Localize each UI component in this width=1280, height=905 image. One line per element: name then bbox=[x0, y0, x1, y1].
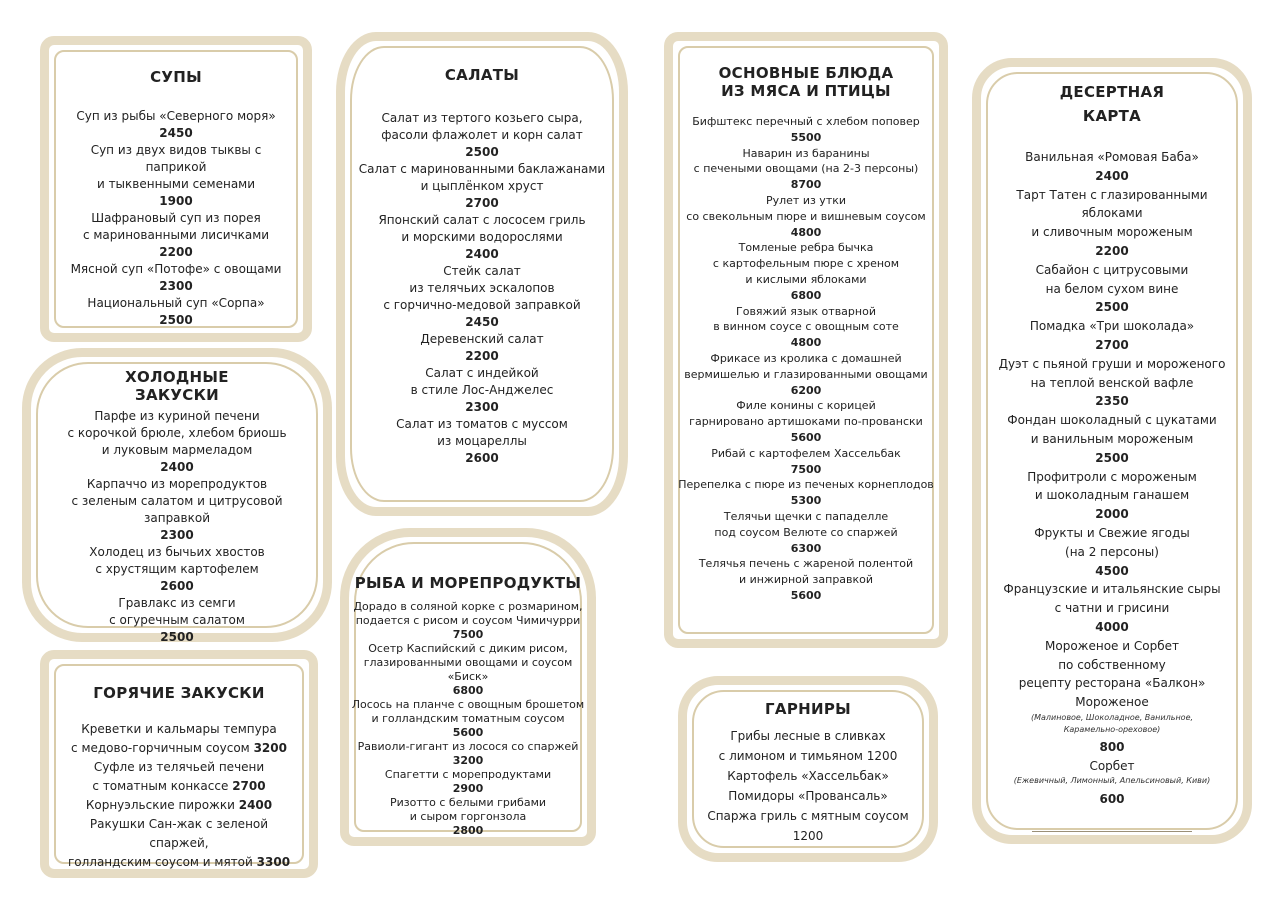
desserts-panel bbox=[972, 58, 1252, 844]
mains-item-0-price: 5500 bbox=[790, 130, 822, 144]
salads-title: САЛАТЫ bbox=[444, 66, 520, 84]
desserts-item-2-name2: на белом сухом вине bbox=[1045, 281, 1179, 296]
mains-item-1-price: 8700 bbox=[790, 178, 822, 192]
desserts-item-6-name: Профитроли с мороженым bbox=[1027, 469, 1197, 484]
icecream-note-2: Карамельно-ореховое) bbox=[1063, 725, 1161, 735]
desserts-title-1: ДЕСЕРТНАЯ bbox=[1059, 83, 1165, 101]
sides-line-2: с лимоном и тимьяном 1200 bbox=[718, 749, 898, 763]
cold-item-1-price: 2300 bbox=[160, 528, 194, 542]
salads-item-0-name2: фасоли флажолет и корн салат bbox=[381, 128, 583, 142]
fish-item-5-name2: и сыром горгонзола bbox=[409, 810, 527, 823]
mains-item-2-price: 4800 bbox=[790, 225, 822, 239]
fish-item-3-price: 3200 bbox=[452, 754, 484, 767]
desserts-item-0-price: 2400 bbox=[1095, 168, 1129, 183]
soups-item-1-name2: и тыквенными семенами bbox=[96, 177, 256, 191]
mains-item-3-name: Томленые ребра бычка bbox=[738, 241, 874, 255]
icecream-price: 800 bbox=[1099, 740, 1125, 755]
desserts-item-4-name: Дуэт с пьяной груши и мороженого bbox=[998, 356, 1226, 371]
mains-item-7-price: 7500 bbox=[790, 462, 822, 476]
fish-item-2-name: Лосось на планче с овощным брошетом bbox=[351, 698, 585, 711]
desserts-item-1-name2: и сливочным мороженым bbox=[1031, 225, 1193, 240]
hot-item-1-name: с медово-горчичным соусом bbox=[71, 741, 250, 755]
hot-content bbox=[60, 684, 298, 869]
soups-item-0-name: Суп из рыбы «Северного моря» bbox=[76, 109, 276, 123]
cold-list bbox=[42, 408, 312, 646]
hot-list bbox=[60, 720, 298, 872]
mains-item-9-price: 6300 bbox=[790, 541, 822, 555]
sides-price: 1200 bbox=[792, 829, 824, 843]
cold-item-1-name2: с зеленым салатом и цитрусовой заправкой bbox=[71, 494, 283, 525]
fish-item-3-name: Равиоли-гигант из лосося со спаржей bbox=[357, 740, 579, 753]
fish-item-2-price: 5600 bbox=[452, 726, 484, 739]
soups-item-4-price: 2500 bbox=[159, 313, 193, 327]
mains-title-2: ИЗ МЯСА И ПТИЦЫ bbox=[721, 82, 891, 100]
salads-item-0-price: 2500 bbox=[465, 145, 499, 159]
mains-item-4-price: 4800 bbox=[790, 336, 822, 350]
icecream-note-1: (Малиновое, Шоколадное, Ванильное, bbox=[1030, 713, 1194, 723]
hot-item-3 bbox=[60, 777, 298, 796]
desserts-item-2-price: 2500 bbox=[1095, 300, 1129, 315]
salads-item-2-name: Японский салат с лососем гриль bbox=[378, 213, 586, 227]
soups-content bbox=[60, 68, 292, 327]
desserts-item-0-name: Ванильная «Ромовая Баба» bbox=[1025, 150, 1199, 164]
hot-item-1 bbox=[60, 739, 298, 758]
desserts-item-3-price: 2700 bbox=[1095, 337, 1129, 352]
cold-title-2: ЗАКУСКИ bbox=[134, 386, 219, 404]
cold-item-3-name2: с огуречным салатом bbox=[109, 613, 245, 627]
hot-title: ГОРЯЧИЕ ЗАКУСКИ bbox=[93, 684, 265, 702]
cold-item-2-price: 2600 bbox=[160, 579, 194, 593]
fish-item-0-name: Дорадо в соляной корке с розмарином, bbox=[353, 600, 583, 613]
mains-item-8-price: 5300 bbox=[790, 494, 822, 508]
salads-item-0-name: Салат из тертого козьего сыра, bbox=[381, 111, 583, 125]
desserts-item-7-name: Фрукты и Свежие ягоды bbox=[1034, 525, 1190, 540]
desserts-bottom-rule bbox=[1032, 831, 1192, 832]
desserts-item-1-name: Тарт Татен с глазированными яблоками bbox=[1016, 187, 1208, 221]
desserts-item-5-price: 2500 bbox=[1095, 450, 1129, 465]
hot-item-6 bbox=[60, 853, 298, 872]
cold-content bbox=[42, 368, 312, 644]
sides-line-3: Картофель «Хассельбак» bbox=[727, 769, 889, 783]
salads-item-4-price: 2200 bbox=[465, 349, 499, 363]
mains-item-3-name3: и кислыми яблоками bbox=[745, 272, 867, 286]
sorbet-price: 600 bbox=[1099, 792, 1125, 807]
mains-item-3-price: 6800 bbox=[790, 288, 822, 302]
mains-item-5-name2: вермишелью и глазированными овощами bbox=[684, 367, 928, 381]
desserts-content bbox=[986, 80, 1238, 824]
salads-item-3-name: Стейк салат bbox=[443, 264, 521, 278]
mains-item-1-name2: с печеными овощами (на 2-3 персоны) bbox=[693, 162, 919, 176]
sorbet-note: (Ежевичный, Лимонный, Апельсиновый, Киви) bbox=[1013, 776, 1211, 786]
mains-item-6-name: Филе конины с корицей bbox=[736, 399, 876, 413]
desserts-item-2-name: Сабайон с цитрусовыми bbox=[1035, 262, 1189, 277]
hot-item-0-name: Креветки и кальмары темпура bbox=[81, 722, 277, 736]
salads-item-3-name2: из телячьих эскалопов bbox=[409, 281, 555, 295]
desserts-item-3-name: Помадка «Три шоколада» bbox=[1029, 319, 1195, 334]
salads-item-1-price: 2700 bbox=[465, 196, 499, 210]
salads-item-6-name2: из моцареллы bbox=[437, 434, 527, 448]
mains-item-2-name2: со свекольным пюре и вишневым соусом bbox=[686, 209, 926, 223]
cold-title-1: ХОЛОДНЫЕ bbox=[125, 368, 229, 386]
sides-line-5: Спаржа гриль с мятным соусом bbox=[707, 809, 909, 823]
salads-item-6-price: 2600 bbox=[465, 451, 499, 465]
fish-item-2-name2: и голландским томатным соусом bbox=[371, 712, 565, 725]
mains-item-10-price: 5600 bbox=[790, 588, 822, 602]
fish-item-0-name2: подается с рисом и соусом Чимичурри bbox=[355, 614, 581, 627]
hot-item-2-name: Суфле из телячьей печени bbox=[93, 760, 265, 774]
mains-title-1: ОСНОВНЫЕ БЛЮДА bbox=[718, 64, 894, 82]
soups-item-3-price: 2300 bbox=[159, 279, 193, 293]
desserts-item-1-price: 2200 bbox=[1095, 243, 1129, 258]
cold-panel bbox=[22, 348, 332, 642]
mains-item-3-name2: с картофельным пюре с хреном bbox=[712, 257, 900, 271]
hot-item-5 bbox=[60, 815, 298, 853]
mains-item-10-name2: и инжирной заправкой bbox=[738, 573, 874, 587]
salads-list bbox=[356, 110, 608, 467]
sides-content bbox=[698, 700, 918, 842]
mains-item-6-name2: гарнировано артишоками по-провански bbox=[689, 415, 923, 429]
mains-item-0-name: Бифштекс перечный с хлебом поповер bbox=[692, 115, 920, 128]
soups-panel bbox=[40, 36, 312, 342]
fish-item-1-name: Осетр Каспийский с диким рисом, bbox=[368, 642, 568, 655]
fish-item-5-price: 2800 bbox=[452, 824, 484, 837]
cold-item-2-name: Холодец из бычьих хвостов bbox=[89, 545, 265, 559]
desserts-item-7-name2: (на 2 персоны) bbox=[1065, 544, 1159, 559]
fish-item-4-price: 2900 bbox=[452, 782, 484, 795]
salads-item-5-price: 2300 bbox=[465, 400, 499, 414]
sorbet-name: Сорбет bbox=[1089, 759, 1135, 774]
salads-content bbox=[356, 66, 608, 496]
hot-item-4-name: Корнуэльские пирожки bbox=[85, 798, 235, 812]
hot-item-5-name: Ракушки Сан-жак с зеленой спаржей, bbox=[89, 817, 269, 850]
soups-item-1-price: 1900 bbox=[159, 194, 193, 208]
mains-item-2-name: Рулет из утки bbox=[765, 193, 847, 207]
sides-title: ГАРНИРЫ bbox=[765, 700, 851, 718]
sides-line-4: Помидоры «Провансаль» bbox=[728, 789, 888, 803]
mains-content bbox=[676, 64, 936, 628]
mains-item-5-price: 6200 bbox=[790, 383, 822, 397]
fish-item-0-price: 7500 bbox=[452, 628, 484, 641]
desserts-item-5-name2: и ванильным мороженым bbox=[1030, 431, 1194, 446]
mains-item-9-name: Телячьи щечки с пападелле bbox=[723, 509, 889, 523]
cold-item-0-name: Парфе из куриной печени bbox=[94, 409, 260, 423]
salads-panel bbox=[336, 32, 628, 516]
mains-item-10-name: Телячья печень с жареной полентой bbox=[698, 557, 914, 571]
mains-item-8-name: Перепелка с пюре из печеных корнеплодов bbox=[678, 478, 934, 492]
sides-panel bbox=[678, 676, 938, 862]
fish-content bbox=[350, 574, 586, 837]
desserts-item-9-name: Мороженое и Сорбет bbox=[1045, 638, 1179, 653]
cold-item-3-name: Гравлакс из семги bbox=[118, 596, 236, 610]
hot-item-2 bbox=[60, 758, 298, 777]
soups-item-3-name: Мясной суп «Потофе» с овощами bbox=[70, 262, 282, 276]
soups-title: СУПЫ bbox=[150, 68, 202, 86]
soups-item-2-price: 2200 bbox=[159, 245, 193, 259]
soups-item-2-name: Шафрановый суп из порея bbox=[91, 211, 261, 225]
desserts-list bbox=[986, 148, 1238, 693]
hot-panel bbox=[40, 650, 318, 878]
salads-item-1-name: Салат с маринованными баклажанами bbox=[358, 162, 606, 176]
sides-line-1: Грибы лесные в сливках bbox=[730, 729, 886, 743]
fish-item-1-name2: глазированными овощами и соусом «Биск» bbox=[363, 656, 573, 683]
soups-list bbox=[60, 108, 292, 329]
hot-item-6-name: голландским соусом и мятой bbox=[67, 855, 253, 869]
soups-item-0-price: 2450 bbox=[159, 126, 193, 140]
desserts-item-6-name2: и шоколадным ганашем bbox=[1034, 488, 1190, 503]
cold-item-0-name2: с корочкой брюле, хлебом бриошь bbox=[67, 426, 287, 440]
mains-panel bbox=[664, 32, 948, 648]
soups-item-1-name: Суп из двух видов тыквы с паприкой bbox=[90, 143, 262, 174]
soups-item-2-name2: с маринованными лисичками bbox=[82, 228, 270, 242]
hot-item-1-price: 3200 bbox=[253, 741, 287, 755]
soups-item-4-name: Национальный суп «Сорпа» bbox=[87, 296, 265, 310]
mains-item-7-name: Рибай с картофелем Хассельбак bbox=[711, 446, 901, 460]
desserts-item-8-name2: с чатни и грисини bbox=[1054, 601, 1170, 616]
mains-item-4-name: Говяжий язык отварной bbox=[736, 304, 876, 318]
salads-item-6-name: Салат из томатов с муссом bbox=[396, 417, 568, 431]
fish-panel bbox=[340, 528, 596, 846]
mains-item-9-name2: под соусом Велюте со спаржей bbox=[714, 525, 898, 539]
desserts-item-4-price: 2350 bbox=[1095, 394, 1129, 409]
desserts-item-7-price: 4500 bbox=[1095, 563, 1129, 578]
mains-list bbox=[676, 114, 936, 604]
salads-item-2-name2: и морскими водорослями bbox=[401, 230, 563, 244]
desserts-item-9-name3: рецепту ресторана «Балкон» bbox=[1018, 676, 1206, 691]
cold-item-0-name3: и луковым мармеладом bbox=[101, 443, 253, 457]
fish-item-4-name: Спагетти с морепродуктами bbox=[384, 768, 552, 781]
fish-title: РЫБА И МОРЕПРОДУКТЫ bbox=[354, 574, 582, 592]
mains-item-1-name: Наварин из баранины bbox=[742, 146, 870, 160]
hot-item-3-name: с томатным конкассе bbox=[92, 779, 229, 793]
desserts-item-9-name2: по собственному bbox=[1058, 657, 1166, 672]
fish-item-1-price: 6800 bbox=[452, 684, 484, 697]
salads-item-2-price: 2400 bbox=[465, 247, 499, 261]
desserts-item-8-name: Французские и итальянские сыры bbox=[1003, 582, 1221, 597]
hot-item-4 bbox=[60, 796, 298, 815]
salads-item-5-name2: в стиле Лос-Анджелес bbox=[410, 383, 554, 397]
salads-item-1-name2: и цыплёнком хруст bbox=[420, 179, 544, 193]
cold-item-3-price: 2500 bbox=[160, 630, 194, 644]
mains-item-6-price: 5600 bbox=[790, 430, 822, 444]
fish-item-5-name: Ризотто с белыми грибами bbox=[389, 796, 547, 809]
icecream-name: Мороженое bbox=[1075, 695, 1149, 710]
cold-item-1-name: Карпаччо из морепродуктов bbox=[86, 477, 268, 491]
salads-item-4-name: Деревенский салат bbox=[420, 332, 544, 346]
fish-list bbox=[350, 600, 586, 838]
cold-item-0-price: 2400 bbox=[160, 460, 194, 474]
hot-item-6-price: 3300 bbox=[256, 855, 291, 869]
desserts-item-4-name2: на теплой венской вафле bbox=[1030, 375, 1194, 390]
desserts-item-8-price: 4000 bbox=[1095, 619, 1129, 634]
desserts-title-2: КАРТА bbox=[1082, 107, 1142, 125]
mains-item-5-name: Фрикасе из кролика с домашней bbox=[710, 351, 902, 365]
salads-item-3-price: 2450 bbox=[465, 315, 499, 329]
desserts-item-6-price: 2000 bbox=[1095, 507, 1129, 522]
cold-item-2-name2: с хрустящим картофелем bbox=[95, 562, 259, 576]
hot-item-3-price: 2700 bbox=[232, 779, 266, 793]
hot-item-0 bbox=[60, 720, 298, 739]
salads-item-5-name: Салат с индейкой bbox=[425, 366, 539, 380]
desserts-item-5-name: Фондан шоколадный с цукатами bbox=[1007, 413, 1217, 428]
salads-item-3-name3: с горчично-медовой заправкой bbox=[383, 298, 581, 312]
hot-item-4-price: 2400 bbox=[238, 798, 273, 812]
mains-item-4-name2: в винном соусе с овощным соте bbox=[713, 320, 899, 334]
